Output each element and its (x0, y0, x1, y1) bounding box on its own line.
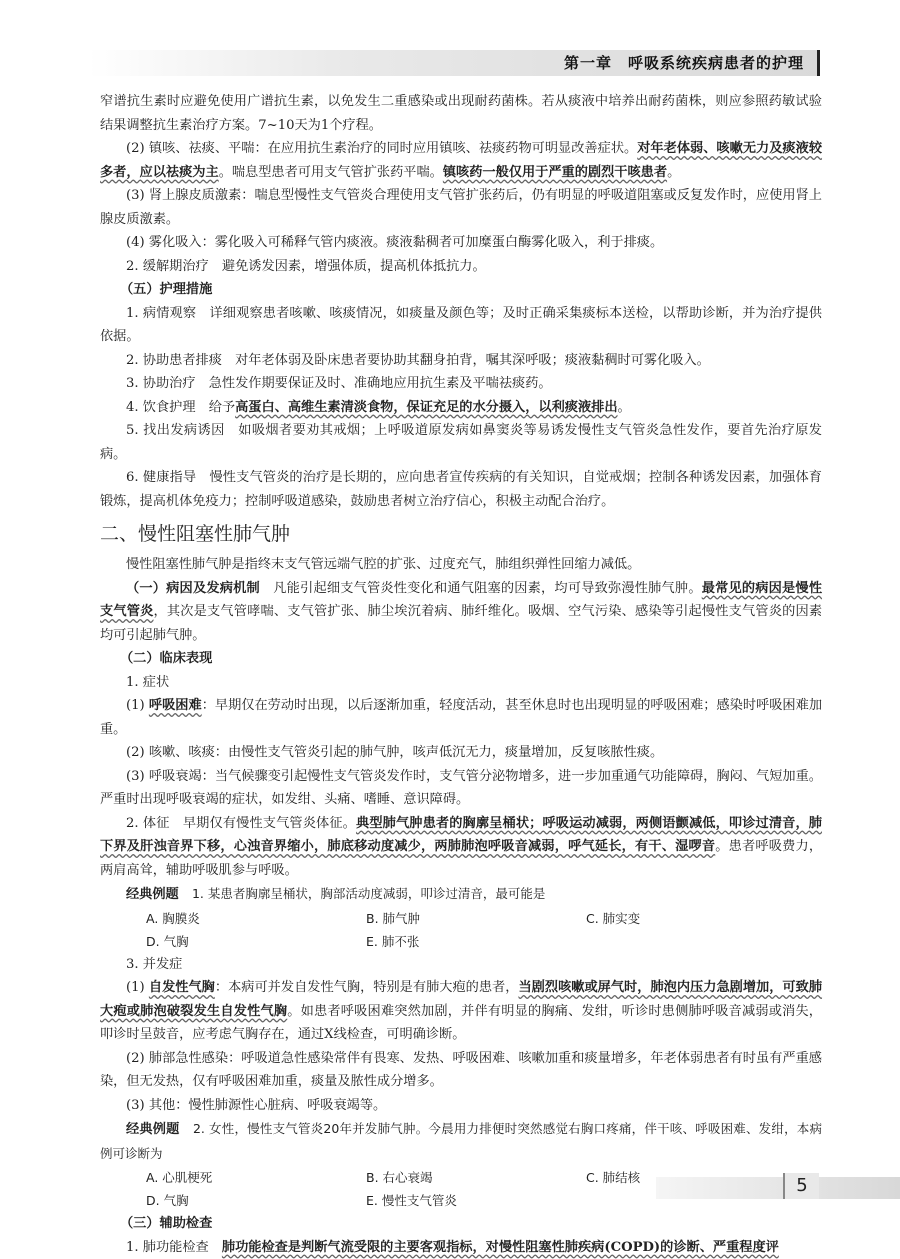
running-header (88, 50, 820, 76)
example-question (100, 1117, 822, 1166)
key-point: 自发性气胸 (149, 980, 215, 995)
chapter-section-title: 二、慢性阻塞性肺气肿 (100, 515, 822, 553)
option: A. 胸膜炎 (146, 907, 366, 930)
key-point: 高蛋白、高维生素清淡食物，保证充足的水分摄入，以利痰液排出 (235, 400, 617, 415)
paragraph (100, 137, 822, 184)
option: E. 慢性支气管炎 (366, 1189, 586, 1212)
option: B. 右心衰竭 (366, 1166, 586, 1189)
paragraph: 窄谱抗生素时应避免使用广谱抗生素，以免发生二重感染或出现耐药菌株。若从痰液中培养出耐药菌株，则应参照药敏试验结果调整抗生素治疗方案。7~10天为1个疗程。 (100, 90, 822, 137)
paragraph: 6. 健康指导 慢性支气管炎的治疗是长期的，应向患者宣传疾病的有关知识，自觉戒烟；控制各种诱发因素，加强体育锻炼，提高机体免疫力；控制呼吸道感染，鼓励患者树立治疗信心，积极主动配合治疗。 (100, 466, 822, 513)
key-point: 当剧烈咳嗽或屏气时，肺泡内压力急剧增加，可致肺大疱或肺泡破裂发生自发性气胸 (100, 980, 822, 1019)
text: (2) 镇咳、祛痰、平喘：在应用抗生素治疗的同时应用镇咳、祛痰药物可明显改善症状。 (126, 141, 637, 156)
question-text: 1. 某患者胸廓呈桶状，胸部活动度减弱，叩诊过清音，最可能是 (192, 886, 545, 901)
paragraph: (3) 呼吸衰竭：当气候骤变引起慢性支气管炎发作时，支气管分泌物增多，进一步加重通气功能障碍，胸闷、气短加重。严重时出现呼吸衰竭的症状，如发绀、头痛、嗜睡、意识障碍。 (100, 765, 822, 812)
paragraph: 慢性阻塞性肺气肿是指终末支气管远端气腔的扩张、过度充气，肺组织弹性回缩力减低。 (100, 553, 822, 577)
text: 4. 饮食护理 给予 (126, 400, 235, 415)
example-label: 经典例题 (126, 887, 179, 902)
option: A. 心肌梗死 (146, 1166, 366, 1189)
section-heading: （三）辅助检查 (100, 1212, 822, 1236)
inline-heading: （一）病因及发病机制 (126, 581, 260, 596)
paragraph: 2. 缓解期治疗 避免诱发因素，增强体质，提高机体抵抗力。 (100, 255, 822, 279)
text: 。 (618, 400, 631, 415)
paragraph: (4) 雾化吸入：雾化吸入可稀释气管内痰液。痰液黏稠者可加糜蛋白酶雾化吸入，利于排痰。 (100, 231, 822, 255)
option: C. 肺实变 (586, 907, 806, 930)
paragraph: 3. 协助治疗 急性发作期要保证及时、准确地应用抗生素及平喘祛痰药。 (100, 372, 822, 396)
example-label: 经典例题 (126, 1122, 180, 1137)
option: E. 肺不张 (366, 930, 586, 953)
question-text: 2. 女性，慢性支气管炎20年并发肺气肿。今晨用力排便时突然感觉右胸口疼痛，伴干咳、呼吸困难、发绀，本病例可诊断为 (100, 1121, 822, 1161)
text: 1. 肺功能检查 (126, 1240, 222, 1255)
footer-bar (656, 1177, 900, 1199)
page-body (100, 90, 822, 1259)
option: D. 气胸 (146, 1189, 366, 1212)
text: 。喘息型患者可用支气管扩张药平喘。 (219, 165, 443, 180)
paragraph: 5. 找出发病诱因 如吸烟者要劝其戒烟；上呼吸道原发病如鼻窦炎等易诱发慢性支气管炎急性发作，要首先治疗原发病。 (100, 419, 822, 466)
text: 。如患者呼吸困难突然加剧，并伴有明显的胸痛、发绀，听诊时患侧肺呼吸音减弱或消失，叩诊时呈鼓音，应考虑气胸存在，通过X线检查，可明确诊断。 (100, 1004, 822, 1043)
key-point: 典型肺气肿患者的胸廓呈桶状；呼吸运动减弱，两侧语颤减低，叩诊过清音，肺下界及肝浊音界下移，心浊音界缩小，肺底移动度减少，两肺肺泡呼吸音减弱，呼气延长，有干、湿啰音 (100, 816, 822, 855)
header-divider (817, 50, 820, 76)
page-number: 5 (783, 1173, 819, 1199)
paragraph (100, 577, 822, 648)
key-point: 镇咳药一般仅用于严重的剧烈干咳患者 (443, 165, 667, 180)
paragraph (100, 976, 822, 1047)
paragraph (100, 1236, 822, 1259)
paragraph (100, 812, 822, 883)
key-point: 对年老体弱、咳嗽无力及痰液较多者，应以祛痰为主 (100, 141, 822, 180)
key-point: 肺功能检查是判断气流受限的主要客观指标，对慢性阻塞性肺疾病(COPD)的诊断、严重程度评 (222, 1240, 779, 1255)
chapter-title: 第一章 呼吸系统疾病患者的护理 (564, 52, 804, 73)
paragraph (100, 396, 822, 420)
text: 2. 体征 早期仅有慢性支气管炎体征。 (126, 816, 356, 831)
paragraph: 3. 并发症 (100, 953, 822, 977)
section-heading: （二）临床表现 (100, 647, 822, 671)
example-question (100, 882, 822, 907)
key-point: 最常见的病因是慢性支气管炎 (100, 581, 822, 620)
text: (1) (126, 698, 149, 713)
option: C. 肺结核 (586, 1166, 806, 1189)
paragraph: 2. 协助患者排痰 对年老体弱及卧床患者要协助其翻身拍背，嘱其深呼吸；痰液黏稠时可雾化吸入。 (100, 349, 822, 373)
text: ：本病可并发自发性气胸，特别是有肺大疱的患者， (215, 980, 519, 995)
text: 。患者呼吸费力，两肩高耸，辅助呼吸肌参与呼吸。 (100, 839, 822, 878)
paragraph: 1. 症状 (100, 671, 822, 695)
option: D. 气胸 (146, 930, 366, 953)
text: ，其次是支气管哮喘、支气管扩张、肺尘埃沉着病、肺纤维化。吸烟、空气污染、感染等引起慢性支气管炎的因素均可引起肺气肿。 (100, 604, 822, 643)
text: 凡能引起细支气管炎性变化和通气阻塞的因素，均可导致弥漫性肺气肿。 (260, 581, 702, 596)
paragraph: (2) 咳嗽、咳痰：由慢性支气管炎引起的肺气肿，咳声低沉无力，痰量增加，反复咳脓性痰。 (100, 741, 822, 765)
paragraph: 1. 病情观察 详细观察患者咳嗽、咳痰情况，如痰量及颜色等；及时正确采集痰标本送检，以帮助诊断，并为治疗提供依据。 (100, 302, 822, 349)
paragraph: (3) 肾上腺皮质激素：喘息型慢性支气管炎合理使用支气管扩张药后，仍有明显的呼吸道阻塞或反复发作时，应使用肾上腺皮质激素。 (100, 184, 822, 231)
paragraph (100, 694, 822, 741)
paragraph: (2) 肺部急性感染：呼吸道急性感染常伴有畏寒、发热、呼吸困难、咳嗽加重和痰量增多，年老体弱患者有时虽有严重感染，但无发热，仅有呼吸困难加重，痰量及脓性成分增多。 (100, 1047, 822, 1094)
key-point: 呼吸困难 (149, 698, 202, 713)
text: 。 (667, 165, 680, 180)
text: (1) (126, 980, 149, 995)
section-heading: （五）护理措施 (100, 278, 822, 302)
paragraph: (3) 其他：慢性肺源性心脏病、呼吸衰竭等。 (100, 1094, 822, 1118)
option: B. 肺气肿 (366, 907, 586, 930)
answer-options (100, 907, 822, 953)
text: ：早期仅在劳动时出现，以后逐渐加重，轻度活动，甚至休息时也出现明显的呼吸困难；感染时呼吸困难加重。 (100, 698, 822, 737)
